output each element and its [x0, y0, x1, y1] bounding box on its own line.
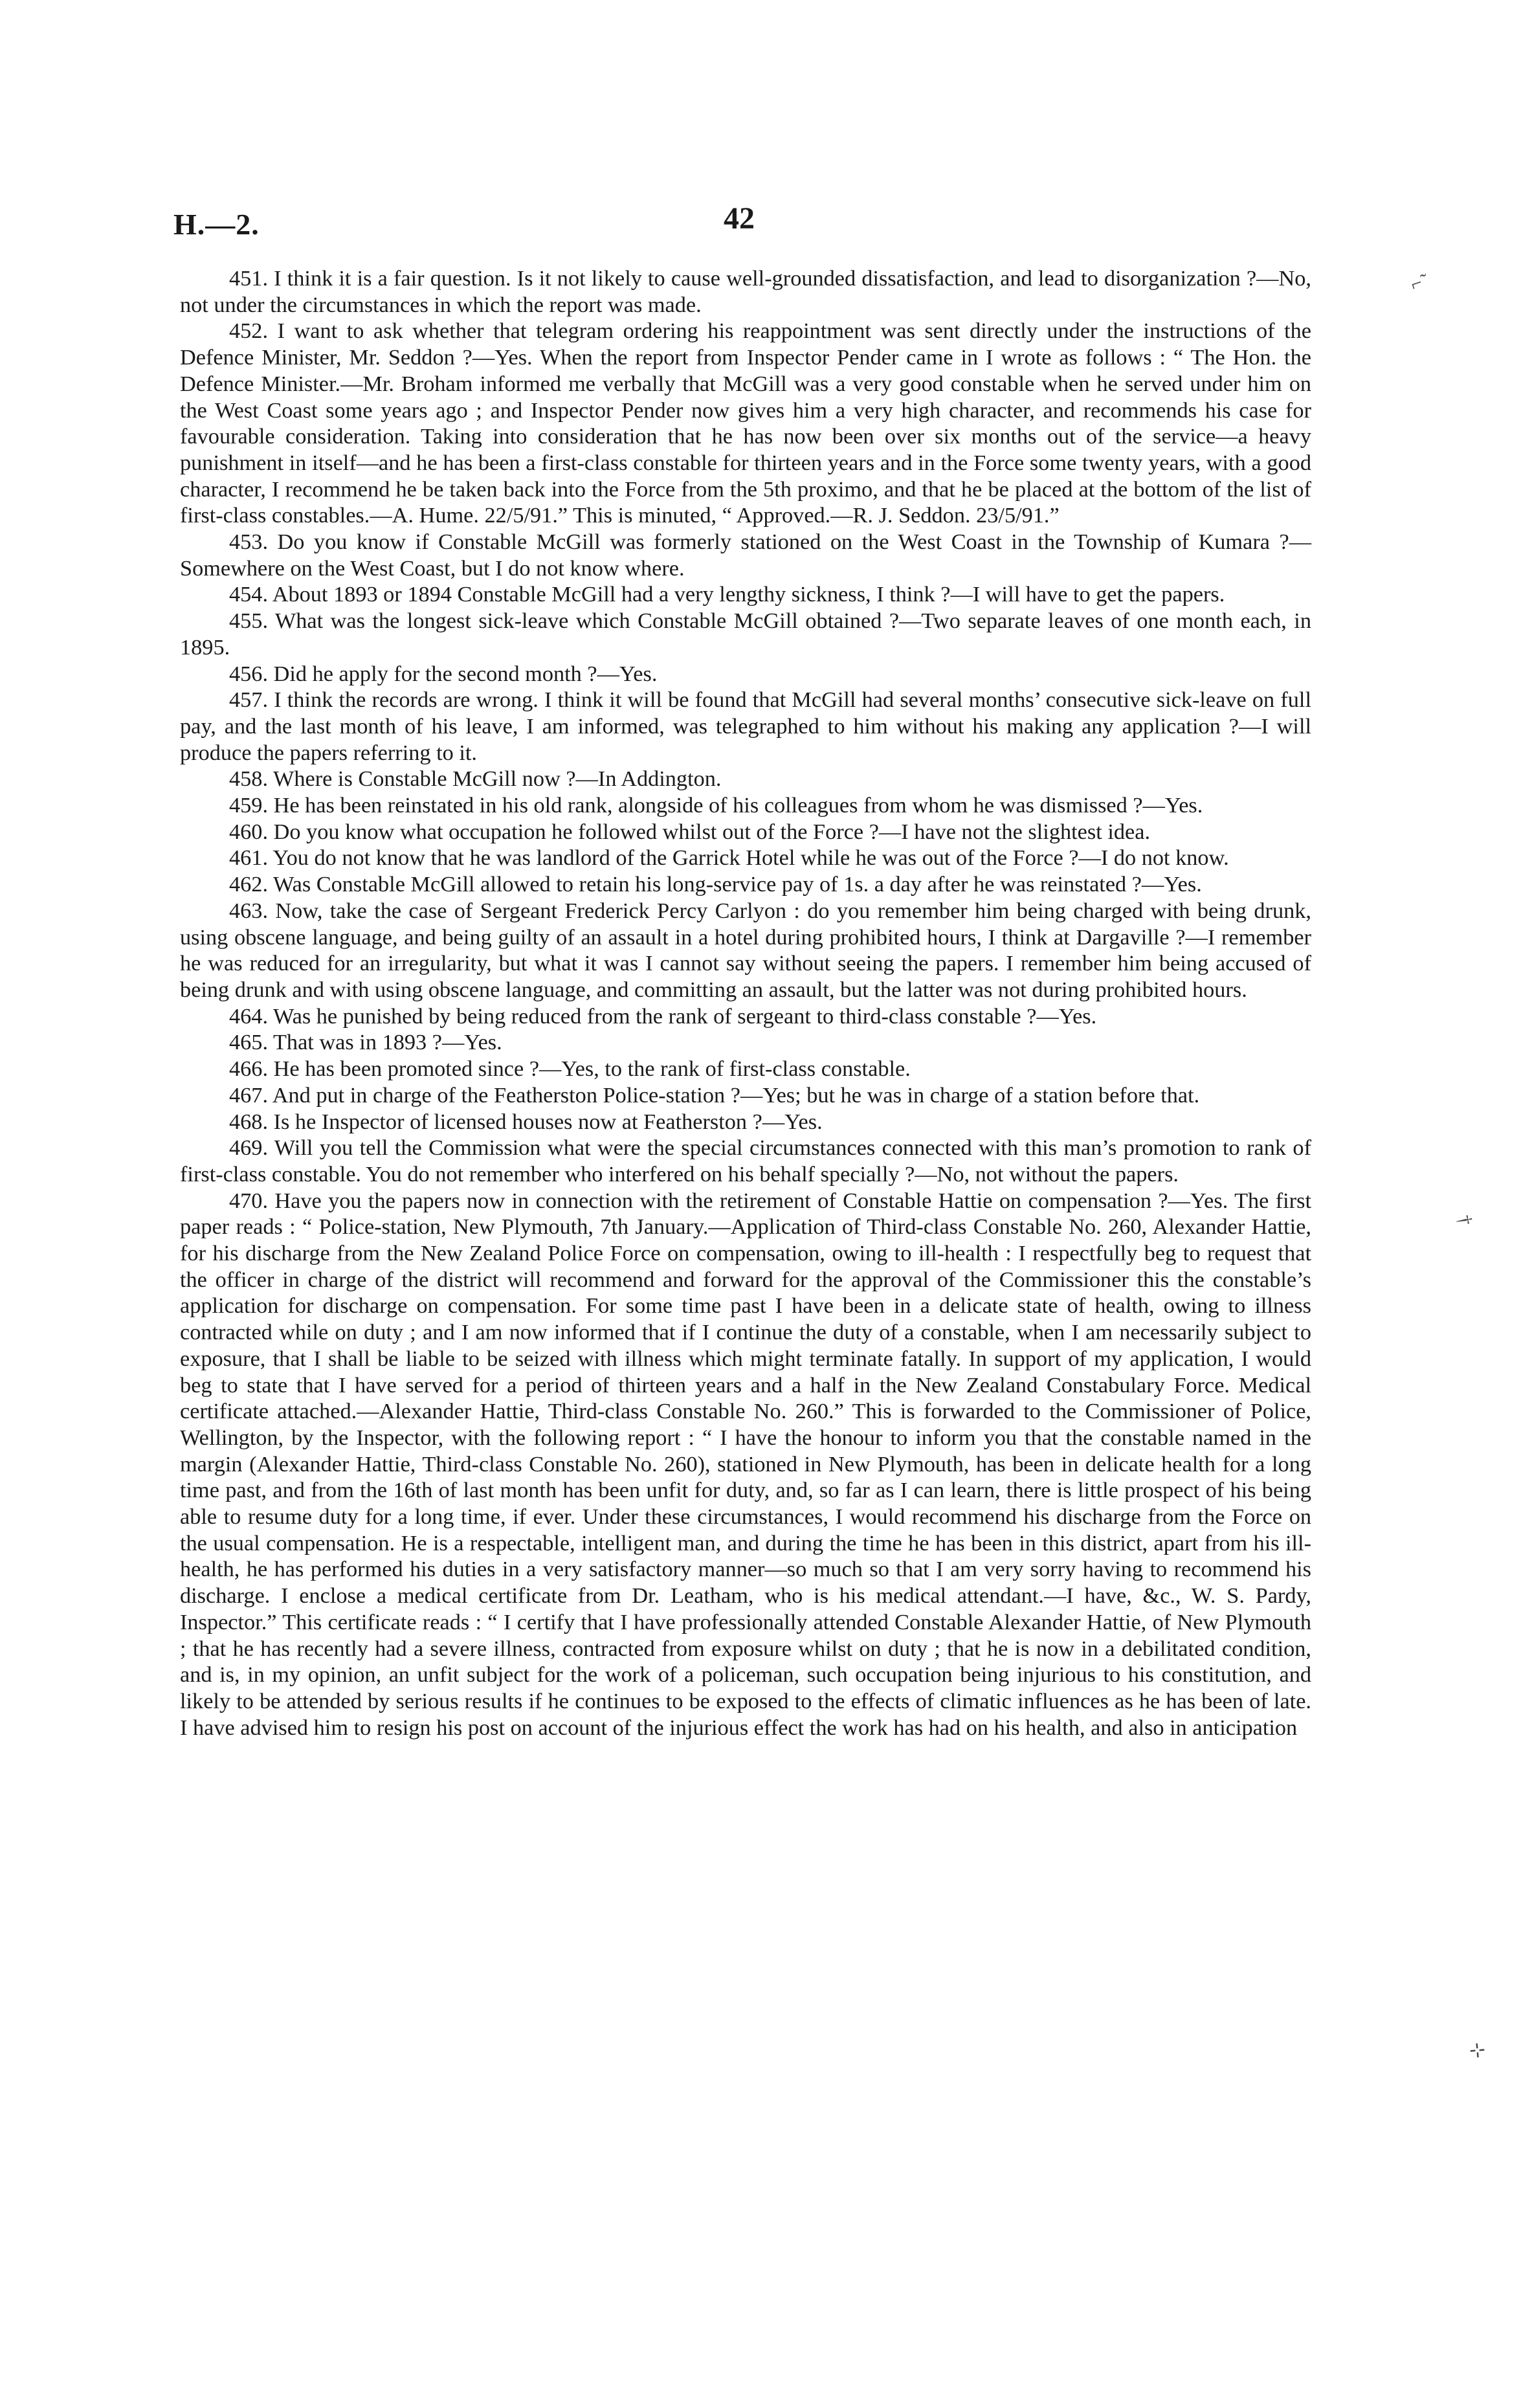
margin-mark: †: [1453, 1213, 1476, 1227]
paragraph-469: 469. Will you tell the Commission what were the special circumstances connected with this man’s promotion to rank of first-class constable. You do not remember who interfered on his behalf specially ?—No, not without the papers.: [180, 1135, 1311, 1187]
margin-mark: ⌐˜: [1408, 269, 1432, 296]
margin-mark: ⊹: [1468, 2038, 1487, 2062]
paragraph-464: 464. Was he punished by being reduced from the rank of sergeant to third-class constable ?—Yes.: [229, 1003, 1097, 1029]
paragraph-454: 454. About 1893 or 1894 Constable McGill had a very lengthy sickness, I think ?—I will have to get the papers.: [229, 582, 1225, 607]
paragraph-470: 470. Have you the papers now in connection with the retirement of Constable Hattie on compensation ?—Yes. The first paper reads : “ Police-station, New Plymouth, 7th January.—Application of Third-class Constable No. 260, Alexander Hattie, for his discharge from the New Zealand Police Force on compensation, owing to ill-health : I respectfully beg to request that the officer in charge of the district will recommend and forward for the approval of the Commissioner this the constable’s application for discharge on compensation. For some time past I have been in a delicate state of health, owing to illness contracted while on duty ; and I am now informed that if I continue the duty of a constable, when I am necessarily subject to exposure, that I shall be liable to be seized with illness which might terminate fatally. In support of my application, I would beg to state that I have served for a period of thirteen years and a half in the New Zealand Constabulary Force. Medical certificate attached.—Alexander Hattie, Third-class Constable No. 260.” This is forwarded to the Commissioner of Police, Wellington, by the Inspector, with the following report : “ I have the honour to inform you that the constable named in the margin (Alexander Hattie, Third-class Constable No. 260), stationed in New Plymouth, has been in delicate health for a long time past, and from the 16th of last month has been unfit for duty, and, so far as I can learn, there is little prospect of his being able to resume duty for a long time, if ever. Under these circumstances, I would recommend his discharge from the Force on the usual compensation. He is a respectable, intelligent man, and during the time he has been in this district, apart from his ill-health, he has performed his duties in a very satisfactory manner—so much so that I am very sorry having to recommend his discharge. I enclose a medical certificate from Dr. Leatham, who is his medical attendant.—I have, &c., W. S. Pardy, Inspector.” This certificate reads : “ I certify that I have professionally attended Constable Alexander Hattie, of New Plymouth ; that he has recently had a severe illness, contracted from exposure whilst on duty ; that he is now in a debilitated condition, and is, in my opinion, an unfit subject for the work of a policeman, such occupation being injurious to his constitution, and likely to be attended by serious results if he continues to be exposed to the effects of climatic influences as he has been of late. I have advised him to resign his post on account of the injurious effect the work has had on his health, and also in anticipation: [180, 1188, 1311, 1740]
paragraph-462: 462. Was Constable McGill allowed to retain his long-service pay of 1s. a day after he was reinstated ?—Yes.: [229, 872, 1202, 897]
paragraph-468: 468. Is he Inspector of licensed houses now at Featherston ?—Yes.: [229, 1109, 823, 1134]
paragraph-452: 452. I want to ask whether that telegram ordering his reappointment was sent directly under the instructions of the Defence Minister, Mr. Seddon ?—Yes. When the report from Inspector Pender came in I wrote as follows : “ The Hon. the Defence Minister.—Mr. Broham informed me verbally that McGill was a very good constable when he served under him on the West Coast some years ago ; and Inspector Pender now gives him a very high character, and recommends his case for favourable consideration. Taking into consideration that he has now been over six months out of the service—a heavy punishment in itself—and he has been a first-class constable for thirteen years and in the Force some twenty years, with a good character, I recommend he be taken back into the Force from the 5th proximo, and that he be placed at the bottom of the list of first-class constables.—A. Hume. 22/5/91.” This is minuted, “ Approved.—R. J. Seddon. 23/5/91.”: [180, 318, 1311, 528]
paragraph-455: 455. What was the longest sick-leave which Constable McGill obtained ?—Two separate leaves of one month each, in 1895.: [180, 608, 1311, 660]
paragraph-458: 458. Where is Constable McGill now ?—In Addington.: [229, 766, 722, 792]
paragraph-463: 463. Now, take the case of Sergeant Frederick Percy Carlyon : do you remember him being charged with being drunk, using obscene language, and being guilty of an assault in a hotel during prohibited hours, I think at Dargaville ?—I remember he was reduced for an irregularity, but what it was I cannot say without seeing the papers. I remember him being accused of being drunk and with using obscene language, and committing an assault, but the latter was not during prohibited hours.: [180, 898, 1311, 1002]
paragraph-461: 461. You do not know that he was landlord of the Garrick Hotel while he was out of the Force ?—I do not know.: [229, 845, 1229, 871]
paragraph-457: 457. I think the records are wrong. I think it will be found that McGill had several months’ consecutive sick-leave on full pay, and the last month of his leave, I am informed, was telegraphed to him without his making any application ?—I will produce the papers referring to it.: [180, 687, 1311, 765]
paragraph-459: 459. He has been reinstated in his old rank, alongside of his colleagues from whom he was dismissed ?—Yes.: [229, 793, 1203, 818]
paragraph-453: 453. Do you know if Constable McGill was formerly stationed on the West Coast in the Township of Kumara ?—Somewhere on the West Coast, but I do not know where.: [180, 530, 1311, 581]
paragraph-456: 456. Did he apply for the second month ?—Yes.: [229, 661, 658, 686]
paragraph-467: 467. And put in charge of the Featherston Police-station ?—Yes; but he was in charge of a station before that.: [229, 1082, 1200, 1108]
page-number: 42: [724, 201, 755, 236]
paragraph-466: 466. He has been promoted since ?—Yes, to the rank of first-class constable.: [229, 1056, 911, 1082]
paragraph-460: 460. Do you know what occupation he followed whilst out of the Force ?—I have not the slightest idea.: [229, 819, 1151, 844]
document-reference: H.—2.: [173, 208, 260, 241]
paragraph-465: 465. That was in 1893 ?—Yes.: [229, 1030, 502, 1055]
paragraph-451: 451. I think it is a fair question. Is it not likely to cause well-grounded dissatisfaction, and lead to disorganization ?—No, not under the circumstances in which the report was made.: [180, 266, 1311, 317]
body-text: [180, 265, 1311, 1741]
